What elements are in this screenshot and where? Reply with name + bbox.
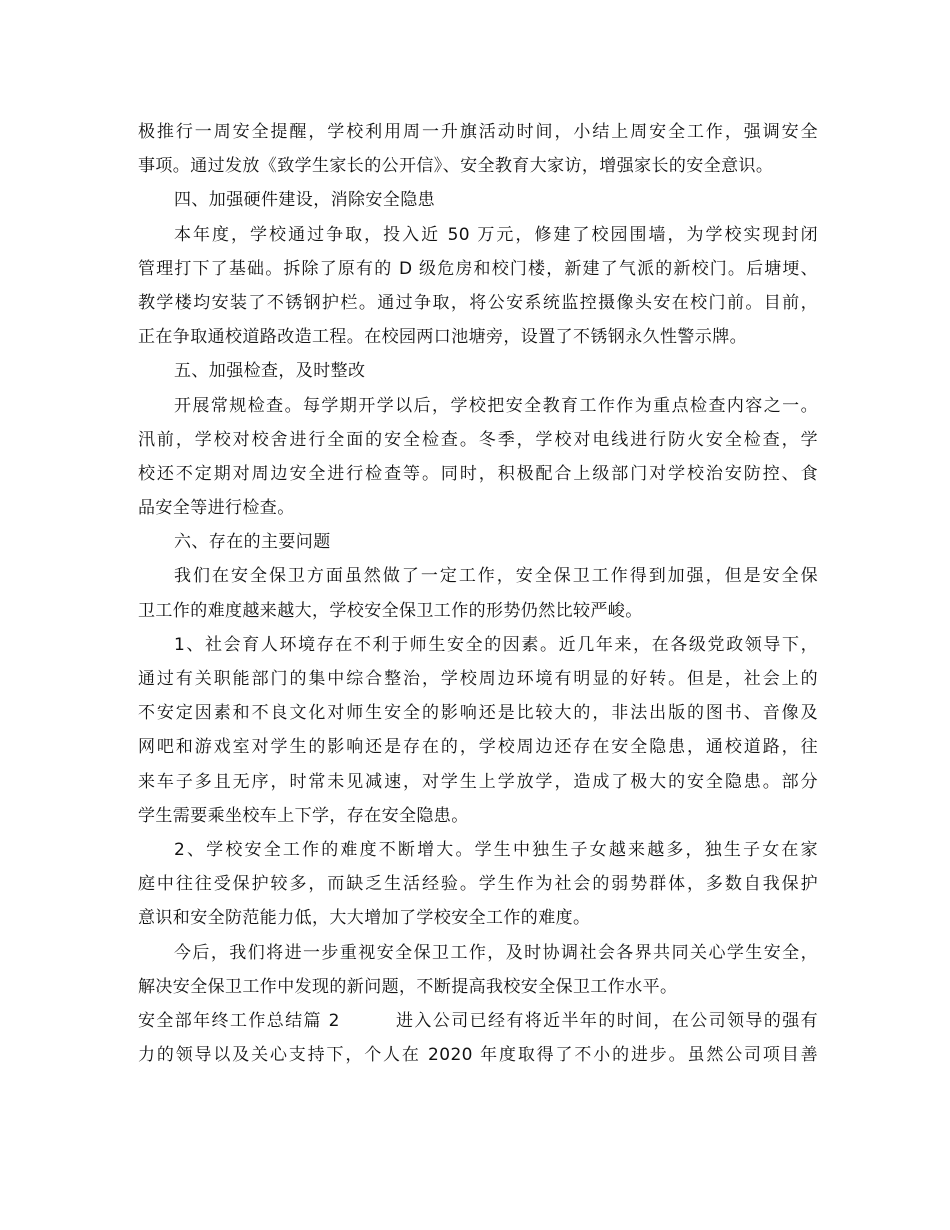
text-line: 事项。通过发放《致学生家长的公开信》、安全教育大家访，增强家长的安全意识。: [138, 156, 774, 177]
text-line: 庭中往往受保护较多，而缺乏生活经验。学生作为社会的弱势群体，多数自我保护: [138, 874, 818, 895]
text-line: 五、加强检查，及时整改: [174, 361, 366, 382]
text-line: 网吧和游戏室对学生的影响还是存在的，学校周边还存在安全隐患，通校道路，往: [138, 737, 818, 758]
document-body: [138, 115, 818, 1072]
text-line: 1、社会育人环境存在不利于师生安全的因素。近几年来，在各级党政领导下，: [174, 634, 818, 655]
text-line: 教学楼均安装了不锈钢护栏。通过争取，将公安系统监控摄像头安在校门前。目前，: [138, 292, 818, 313]
text-line: 开展常规检查。每学期开学以后，学校把安全教育工作作为重点检查内容之一。: [174, 395, 818, 416]
text-line: 汛前，学校对校舍进行全面的安全检查。冬季，学校对电线进行防火安全检查，学: [138, 429, 818, 450]
text-line: 我们在安全保卫方面虽然做了一定工作，安全保卫工作得到加强，但是安全保: [174, 566, 818, 587]
text-line: 卫工作的难度越来越大，学校安全保卫工作的形势仍然比较严峻。: [138, 600, 643, 621]
text-line: 安全部年终工作总结篇 2 进入公司已经有将近半年的时间，在公司领导的强有: [138, 1010, 818, 1031]
text-line: 来车子多且无序，时常未见减速，对学生上学放学，造成了极大的安全隐患。部分: [138, 771, 818, 792]
text-line: 力的领导以及关心支持下，个人在 2020 年度取得了不小的进步。虽然公司项目善: [138, 1045, 818, 1066]
text-line: 意识和安全防范能力低，大大增加了学校安全工作的难度。: [138, 908, 591, 929]
text-line: 管理打下了基础。拆除了原有的 D 级危房和校门楼，新建了气派的新校门。后塘埂、: [138, 258, 818, 279]
text-line: 不安定因素和不良文化对师生安全的影响还是比较大的，非法出版的图书、音像及: [138, 703, 818, 724]
text-line: 品安全等进行检查。: [138, 498, 295, 519]
text-line: 六、存在的主要问题: [174, 532, 331, 553]
text-line: 2、学校安全工作的难度不断增大。学生中独生子女越来越多，独生子女在家: [174, 839, 818, 860]
text-line: 解决安全保卫工作中发现的新问题，不断提高我校安全保卫工作水平。: [138, 976, 678, 997]
text-line: 本年度，学校通过争取，投入近 50 万元，修建了校园围墙，为学校实现封闭: [174, 224, 818, 245]
text-line: 今后，我们将进一步重视安全保卫工作，及时协调社会各界共同关心学生安全，: [174, 942, 818, 963]
text-line: 正在争取通校道路改造工程。在校园两口池塘旁，设置了不锈钢永久性警示牌。: [138, 327, 747, 348]
text-line: 四、加强硬件建设，消除安全隐患: [174, 190, 435, 211]
text-line: 校还不定期对周边安全进行检查等。同时，积极配合上级部门对学校治安防控、食: [138, 463, 818, 484]
text-line: 极推行一周安全提醒，学校利用周一升旗活动时间，小结上周安全工作，强调安全: [138, 122, 818, 142]
text-line: 通过有关职能部门的集中综合整治，学校周边环境有明显的好转。但是，社会上的: [138, 669, 818, 689]
text-line: 学生需要乘坐校车上下学，存在安全隐患。: [138, 805, 469, 826]
